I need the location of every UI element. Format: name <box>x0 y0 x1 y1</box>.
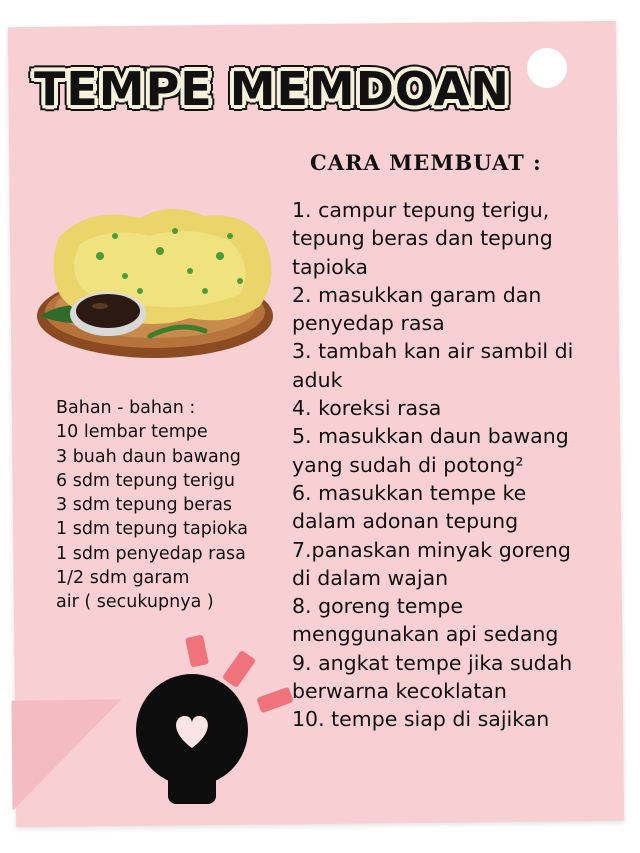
step-line: 7.panaskan minyak goreng <box>292 537 571 562</box>
bahan-item: 1 sdm penyedap rasa <box>56 543 246 564</box>
steps-list <box>292 196 612 734</box>
bahan-item: 3 sdm tepung beras <box>56 495 233 516</box>
cara-membuat-heading: CARA MEMBUAT : <box>310 150 542 175</box>
step-line: berwarna kecoklatan <box>292 679 507 704</box>
bahan-item: 6 sdm tepung terigu <box>56 470 236 491</box>
step-line: 4. koreksi rasa <box>292 396 442 421</box>
step-line: tapioka <box>292 254 368 279</box>
bahan-item: 10 lembar tempe <box>56 422 208 443</box>
step-line: tepung beras dan tepung <box>292 226 553 251</box>
bahan-item: 3 buah daun bawang <box>56 446 241 467</box>
fried-tempe-photo <box>30 196 280 366</box>
step-line: 1. campur tepung terigu, <box>292 198 550 222</box>
recipe-title: TEMPE MEMDOAN <box>34 62 510 116</box>
folded-corner <box>11 699 122 810</box>
step-line: 2. masukkan garam dan <box>292 282 542 307</box>
bahan-list <box>56 396 248 615</box>
step-line: 9. angkat tempe jika sudah <box>292 650 573 675</box>
step-line: penyedap rasa <box>292 311 445 336</box>
step-line: di dalam wajan <box>292 565 449 590</box>
step-line: 3. tambah kan air sambil di <box>292 339 574 364</box>
bahan-item: 1/2 sdm garam <box>56 568 190 589</box>
bahan-item: air ( secukupnya ) <box>56 592 214 613</box>
step-line: dalam adonan tepung <box>292 509 519 534</box>
step-line: 5. masukkan daun bawang <box>292 424 569 449</box>
lightbulb-heart-icon <box>130 630 300 810</box>
bahan-item: 1 sdm tepung tapioka <box>56 519 248 540</box>
pin-circle-icon <box>527 48 567 88</box>
step-line: 10. tempe siap di sajikan <box>292 707 550 732</box>
step-line: menggunakan api sedang <box>292 622 559 647</box>
step-line: aduk <box>292 367 343 392</box>
bahan-heading: Bahan - bahan : <box>56 398 196 418</box>
step-line: 8. goreng tempe <box>292 594 463 619</box>
step-line: yang sudah di potong² <box>292 452 524 477</box>
step-line: 6. masukkan tempe ke <box>292 480 527 505</box>
